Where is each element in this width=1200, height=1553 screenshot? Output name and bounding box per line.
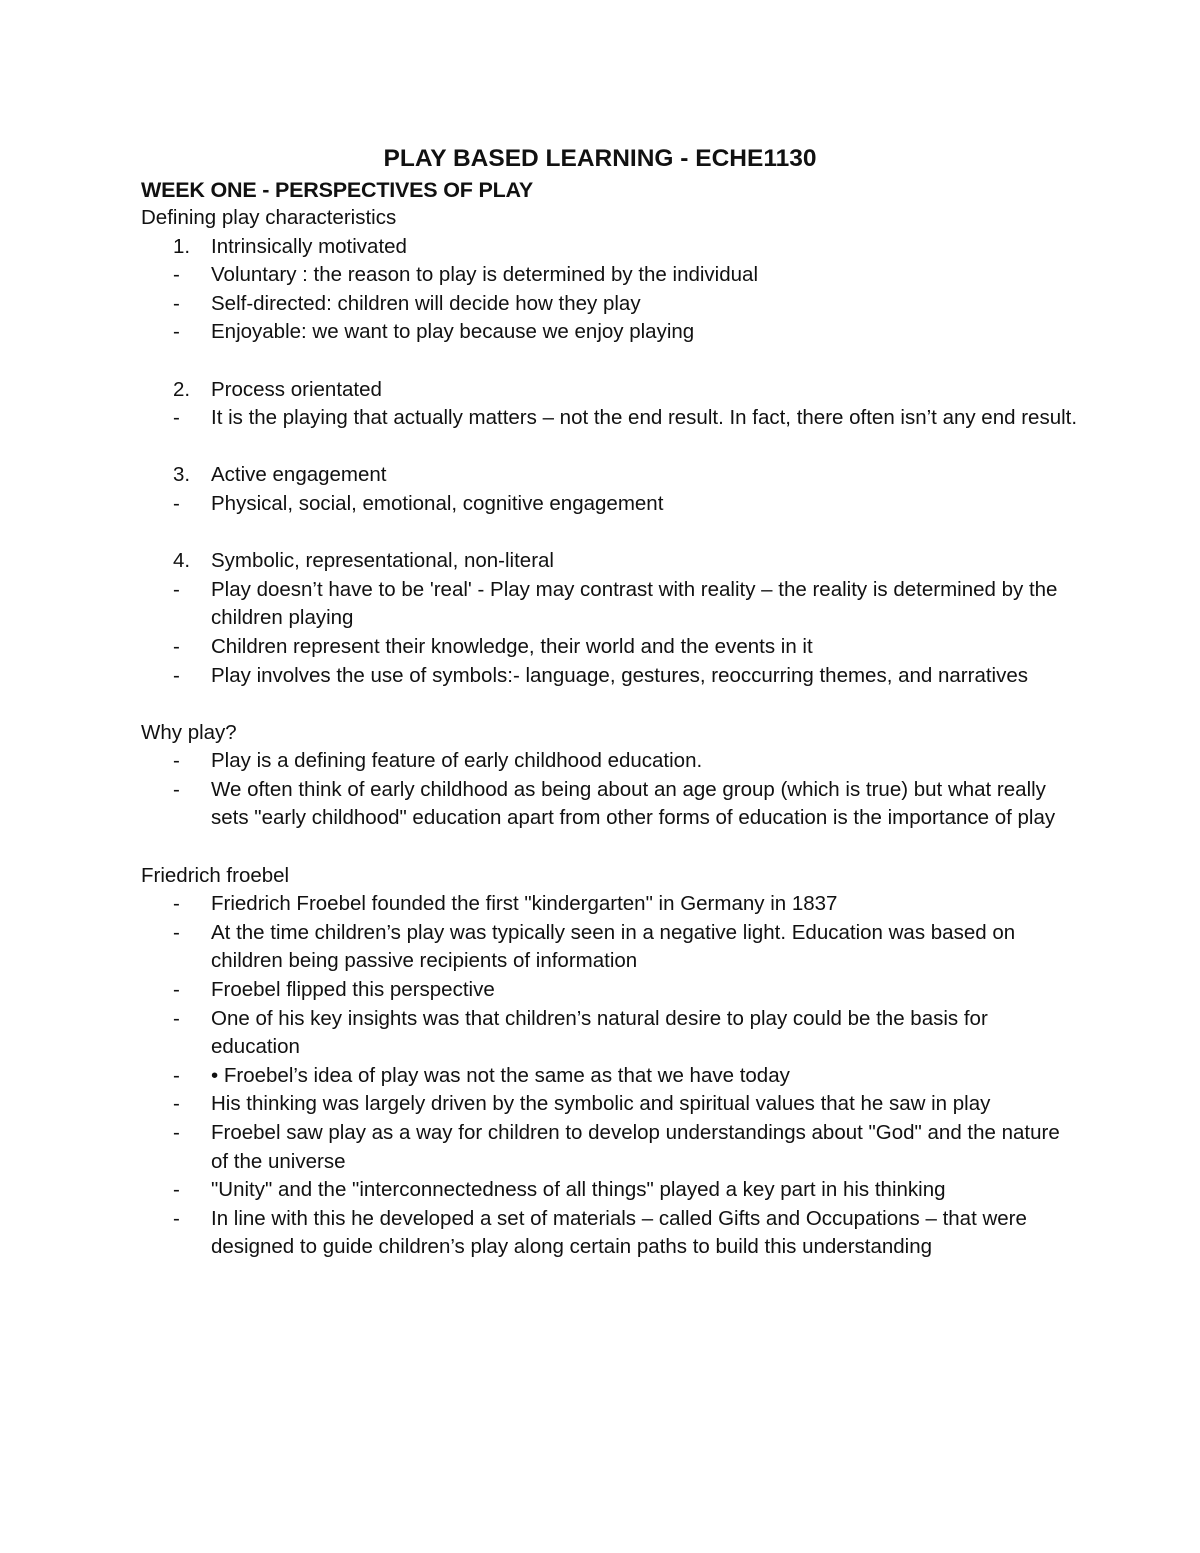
dash-marker: -	[173, 920, 180, 944]
bullet-item	[141, 490, 1081, 519]
numbered-item	[141, 461, 1081, 490]
bullet-item	[141, 318, 1081, 347]
section-heading-friedrich-froebel: Friedrich froebel	[141, 863, 290, 887]
dash-marker: -	[173, 1178, 180, 1202]
dash-marker: -	[173, 892, 180, 916]
dash-marker: -	[173, 1092, 180, 1116]
bullet-item	[141, 633, 1081, 662]
bullet-item	[141, 1090, 1081, 1119]
bullet-text: Enjoyable: we want to play because we enjoy playing	[211, 320, 695, 344]
dash-marker: -	[173, 978, 180, 1002]
dash-marker: -	[173, 291, 180, 315]
bullet-item	[141, 662, 1081, 691]
bullet-text: "Unity" and the "interconnectedness of all things" played a key part in his thinking	[211, 1178, 946, 1202]
bullet-item	[141, 776, 1081, 833]
item-label: Active engagement	[211, 463, 387, 487]
dash-marker: -	[173, 1206, 180, 1230]
bullet-text: Self-directed: children will decide how they play	[211, 291, 641, 315]
dash-marker: -	[173, 577, 180, 601]
list-number: 2.	[173, 377, 191, 401]
bullet-item	[141, 1119, 1081, 1176]
document-body	[141, 204, 1081, 1262]
section-heading-why-play: Why play?	[141, 720, 237, 744]
bullet-item	[141, 976, 1081, 1005]
bullet-item	[141, 1205, 1081, 1262]
bullet-text: Froebel saw play as a way for children to develop understandings about "God" and the nature of the universe	[211, 1121, 1060, 1173]
numbered-item	[141, 547, 1081, 576]
bullet-text: We often think of early childhood as being about an age group (which is true) but what really sets "early childhood" education apart from other forms of education is the importance of play	[211, 777, 1056, 830]
bullet-item	[141, 290, 1081, 319]
dash-marker: -	[173, 777, 180, 801]
bullet-text: Play doesn’t have to be 'real' - Play may contrast with reality – the reality is determined by the children playing	[211, 577, 1058, 630]
bullet-item	[141, 576, 1081, 633]
bullet-text: Froebel flipped this perspective	[211, 978, 495, 1002]
numbered-item	[141, 233, 1081, 262]
bullet-text: Play is a defining feature of early childhood education.	[211, 749, 703, 773]
bullet-text: Friedrich Froebel founded the first "kindergarten" in Germany in 1837	[211, 892, 838, 916]
dash-marker: -	[173, 406, 180, 430]
dash-marker: -	[173, 1063, 180, 1087]
bullet-text: His thinking was largely driven by the symbolic and spiritual values that he saw in play	[211, 1092, 991, 1116]
bullet-text: Play involves the use of symbols:- language, gestures, reoccurring themes, and narratives	[211, 663, 1028, 687]
bullet-text: In line with this he developed a set of materials – called Gifts and Occupations – that were designed to guide children’s play along certain paths to build this understanding	[211, 1206, 1027, 1259]
dash-marker: -	[173, 263, 180, 287]
bullet-text: It is the playing that actually matters – not the end result. In fact, there often isn’t any end result.	[211, 406, 1078, 430]
bullet-item	[141, 747, 1081, 776]
document-title: PLAY BASED LEARNING - ECHE1130	[383, 145, 817, 172]
bullet-text: Voluntary : the reason to play is determined by the individual	[211, 263, 758, 287]
dash-marker: -	[173, 663, 180, 687]
bullet-item	[141, 1176, 1081, 1205]
dash-marker: -	[173, 491, 180, 515]
dash-marker: -	[173, 320, 180, 344]
section-heading-defining-play: Defining play characteristics	[141, 206, 397, 229]
bullet-text: At the time children’s play was typically seen in a negative light. Education was based on children being passive recipients of information	[211, 920, 1016, 973]
item-label: Symbolic, representational, non-literal	[211, 549, 554, 573]
item-label: Process orientated	[211, 377, 382, 401]
bullet-item	[141, 404, 1081, 433]
dash-marker: -	[173, 1006, 180, 1030]
dash-marker: -	[173, 634, 180, 658]
week-heading: WEEK ONE - PERSPECTIVES OF PLAY	[141, 178, 534, 202]
dash-marker: -	[173, 749, 180, 773]
bullet-text: • Froebel’s idea of play was not the same as that we have today	[211, 1063, 790, 1087]
bullet-item	[141, 919, 1081, 976]
bullet-item	[141, 261, 1081, 290]
bullet-text: One of his key insights was that children’s natural desire to play could be the basis for education	[211, 1006, 988, 1059]
bullet-text: Children represent their knowledge, their world and the events in it	[211, 634, 813, 658]
list-number: 1.	[173, 234, 191, 258]
list-number: 3.	[173, 463, 191, 487]
bullet-text: Physical, social, emotional, cognitive engagement	[211, 491, 664, 515]
bullet-item	[141, 1005, 1081, 1062]
dash-marker: -	[173, 1121, 180, 1144]
numbered-item	[141, 376, 1081, 405]
bullet-item	[141, 1062, 1081, 1091]
bullet-item	[141, 890, 1081, 919]
list-number: 4.	[173, 549, 191, 573]
item-label: Intrinsically motivated	[211, 234, 407, 258]
